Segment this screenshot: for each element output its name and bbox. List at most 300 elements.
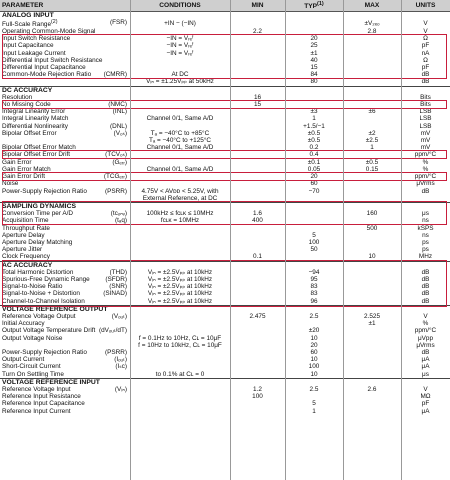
typ-cell: 1 <box>312 407 316 415</box>
table-row <box>0 225 450 232</box>
typ-cell: 84 <box>310 71 318 79</box>
parameter-cell <box>0 349 130 356</box>
parameter-name: Spurious-Free Dynamic Range <box>2 275 90 283</box>
max-cell: 2.6 <box>367 385 377 393</box>
units-cell: % <box>422 165 429 173</box>
min-cell <box>230 335 285 342</box>
units-cell: V <box>423 385 428 393</box>
parameter-cell <box>0 71 130 78</box>
max-cell <box>343 335 401 342</box>
table-row <box>0 19 450 28</box>
section-header <box>0 11 450 19</box>
table-row <box>0 28 450 35</box>
parameter-cell <box>0 342 130 349</box>
parameter-name: Signal-to-Noise + Distortion <box>2 290 80 298</box>
max-cell: ±0.5 <box>365 158 379 166</box>
conditions-cell: Channel 0/1, Same A/D <box>146 165 214 173</box>
conditions-cell: Channel 0/1, Same A/D <box>146 144 214 152</box>
conditions-cell <box>130 408 230 415</box>
parameter-symbol: (dVₒᵤₜ/dT) <box>98 327 127 335</box>
min-cell <box>230 57 285 64</box>
table-row <box>0 269 450 276</box>
max-cell <box>343 101 401 108</box>
parameter-cell <box>0 232 130 239</box>
typ-cell: 5 <box>312 400 316 408</box>
section-header <box>0 86 450 94</box>
max-cell: 2.525 <box>364 312 380 320</box>
parameter-cell <box>0 50 130 57</box>
max-cell <box>343 71 401 78</box>
parameter-cell <box>0 195 130 203</box>
section-title: VOLTAGE REFERENCE INPUT <box>0 378 450 386</box>
units-cell: dB <box>421 290 430 298</box>
table-row <box>0 151 450 158</box>
max-cell <box>343 232 401 239</box>
units-cell: dB <box>421 71 430 79</box>
conditions-cell <box>130 239 230 246</box>
conditions-cell <box>130 253 230 261</box>
typ-cell: 96 <box>310 297 318 305</box>
units-cell: Bits <box>420 101 431 109</box>
min-cell <box>230 19 285 28</box>
parameter-name: Power-Supply Rejection Ratio <box>2 348 87 356</box>
max-cell <box>343 371 401 379</box>
units-cell: LSB <box>419 108 432 116</box>
conditions-cell: Vᵢₙ = ±1.25Vₚₚ at 50kHz <box>146 78 214 86</box>
parameter-name: Throughput Rate <box>2 224 50 232</box>
table-row <box>0 71 450 78</box>
max-cell <box>343 298 401 306</box>
parameter-name: Aperture Jitter <box>2 246 43 254</box>
max-cell <box>343 35 401 42</box>
min-cell: 16 <box>253 93 262 101</box>
max-cell <box>343 188 401 195</box>
max-cell: ±2.5 <box>365 137 379 145</box>
table-row <box>0 166 450 173</box>
min-cell <box>230 151 285 158</box>
max-cell <box>343 363 401 370</box>
typ-cell <box>285 393 343 400</box>
parameter-name: Input Leakage Current <box>2 49 66 57</box>
parameter-cell <box>0 101 130 108</box>
parameter-name: Operating Common-Mode Signal <box>2 28 96 36</box>
table-row <box>0 356 450 363</box>
parameter-cell <box>0 173 130 180</box>
typ-cell: ±0.5 <box>307 129 321 137</box>
conditions-cell <box>130 400 230 407</box>
conditions-cell: f = 10Hz to 10kHz, Cʟ = 10μF <box>138 341 222 349</box>
units-cell: dB <box>421 297 430 305</box>
units-cell: V <box>423 28 428 36</box>
conditions-cell: Vᵢₙ = ±2.5Vₚₚ at 10kHz <box>147 268 213 276</box>
conditions-cell <box>130 151 230 158</box>
conditions-cell <box>130 159 230 166</box>
max-cell: 0.15 <box>365 165 379 173</box>
table-row <box>0 239 450 246</box>
parameter-cell <box>0 188 130 195</box>
parameter-name: Common-Mode Rejection Ratio <box>2 71 92 79</box>
min-cell <box>230 159 285 166</box>
conditions-cell <box>130 57 230 64</box>
parameter-name: Integral Linearity Error <box>2 108 66 116</box>
table-row <box>0 108 450 115</box>
max-cell: 2.8 <box>367 28 377 36</box>
parameter-cell <box>0 269 130 276</box>
table-row <box>0 130 450 137</box>
units-cell: V <box>423 19 428 27</box>
table-body <box>0 11 450 415</box>
units-cell: nA <box>421 49 430 57</box>
conditions-cell: Tₐ = −40°C to +125°C <box>148 137 212 145</box>
table-row <box>0 50 450 57</box>
max-cell <box>343 342 401 349</box>
min-cell <box>230 50 285 57</box>
parameter-cell <box>0 57 130 64</box>
min-cell <box>230 123 285 130</box>
units-cell: Ω <box>423 35 428 43</box>
min-cell <box>230 35 285 42</box>
max-cell <box>343 349 401 356</box>
parameter-cell <box>0 137 130 144</box>
parameter-cell <box>0 313 130 320</box>
parameter-name: Aperture Delay Matching <box>2 238 73 246</box>
parameter-name: Reference Input Capacitance <box>2 400 85 408</box>
units-cell: mV <box>420 137 431 145</box>
parameter-cell <box>0 363 130 370</box>
units-cell: μVrms <box>416 341 435 349</box>
parameter-cell <box>0 217 130 224</box>
parameter-cell <box>0 408 130 415</box>
min-cell <box>230 42 285 49</box>
parameter-name: Noise <box>2 180 19 188</box>
parameter-name: Total Harmonic Distortion <box>2 268 74 276</box>
max-cell <box>343 356 401 363</box>
typ-cell: 20 <box>310 341 318 349</box>
parameter-name: Output Current <box>2 356 45 364</box>
parameter-symbol: (FSR) <box>109 18 127 26</box>
parameter-name: Clock Frequency <box>2 253 50 261</box>
min-cell <box>230 225 285 232</box>
conditions-cell: to 0.1% at Cʟ = 0 <box>155 370 205 378</box>
parameter-symbol: (Vₒᵤₜ) <box>111 312 127 320</box>
min-cell: 400 <box>252 217 263 225</box>
conditions-cell <box>130 393 230 400</box>
parameter-cell <box>0 276 130 283</box>
units-cell: ppm/°C <box>414 173 437 181</box>
table-row <box>0 144 450 151</box>
max-cell: ±V₂ₑₒ <box>364 19 380 27</box>
conditions-cell: fᴄʟᴋ = 10MHz <box>160 217 200 225</box>
units-cell: dB <box>421 348 430 356</box>
parameter-name: Bipolar Offset Error Match <box>2 144 76 152</box>
typ-cell: ±0.1 <box>307 158 321 166</box>
units-cell: dB <box>421 268 430 276</box>
units-cell: ppm/°C <box>414 327 437 335</box>
min-cell <box>230 356 285 363</box>
typ-cell: 83 <box>310 290 318 298</box>
units-cell: μA <box>421 407 430 415</box>
section-title: AC ACCURACY <box>0 261 450 269</box>
typ-cell: 40 <box>310 56 318 64</box>
units-cell: μA <box>421 356 430 364</box>
conditions-cell: Channel 0/1, Same A/D <box>146 115 214 123</box>
parameter-cell <box>0 35 130 42</box>
section-header <box>0 305 450 313</box>
conditions-cell: −IN = Vᵣₑᶠ <box>166 42 194 50</box>
section-title: DC ACCURACY <box>0 86 450 94</box>
typ-cell <box>285 101 343 108</box>
typ-cell: 50 <box>310 246 318 254</box>
typ-cell: +1.5/−1 <box>303 122 325 130</box>
parameter-symbol: (THD) <box>109 268 127 276</box>
units-cell: ns <box>422 231 429 239</box>
typ-cell: 2.5 <box>309 312 319 320</box>
max-cell <box>343 239 401 246</box>
max-cell <box>343 400 401 407</box>
parameter-cell <box>0 115 130 122</box>
parameter-cell <box>0 298 130 306</box>
units-cell: ps <box>422 238 429 246</box>
parameter-cell <box>0 253 130 261</box>
parameter-name: Reference Input Current <box>2 407 71 415</box>
conditions-cell <box>130 313 230 320</box>
typ-cell: 60 <box>310 348 318 356</box>
conditions-cell <box>130 349 230 356</box>
conditions-cell <box>130 108 230 115</box>
units-cell: dB <box>421 275 430 283</box>
table-row <box>0 217 450 224</box>
max-cell <box>343 195 401 203</box>
parameter-cell <box>0 64 130 71</box>
max-cell <box>343 78 401 86</box>
units-cell: mV <box>420 144 431 152</box>
units-cell: μVrms <box>416 180 435 188</box>
section-header <box>0 202 450 210</box>
table-row <box>0 400 450 407</box>
conditions-cell <box>130 327 230 334</box>
min-cell <box>230 232 285 239</box>
parameter-name: Channel-to-Channel Isolation <box>2 297 85 305</box>
parameter-name: Reference Voltage Input <box>2 385 71 393</box>
column-divider <box>401 0 402 480</box>
min-cell <box>230 188 285 195</box>
typ-cell: 1 <box>312 115 316 123</box>
parameter-cell <box>0 246 130 253</box>
section-title: ANALOG INPUT <box>0 11 450 19</box>
typ-cell: ±1 <box>310 49 318 57</box>
parameter-name: Conversion Time per A/D <box>2 210 74 218</box>
parameter-symbol: (SFDR) <box>105 275 127 283</box>
parameter-name: Gain Error <box>2 158 32 166</box>
max-cell <box>343 94 401 101</box>
parameter-cell <box>0 180 130 187</box>
parameter-name: Differential Input Capacitance <box>2 64 86 72</box>
min-cell <box>230 239 285 246</box>
typ-cell: ±20 <box>308 327 320 335</box>
typ-cell: 10 <box>310 356 318 364</box>
typ-cell <box>285 217 343 224</box>
table-row <box>0 320 450 327</box>
conditions-cell: External Reference, at DC <box>142 194 218 202</box>
min-cell <box>230 327 285 334</box>
section-header <box>0 261 450 269</box>
min-cell: 0.1 <box>253 253 262 261</box>
typ-cell: 60 <box>310 180 318 188</box>
parameter-cell <box>0 393 130 400</box>
typ-cell <box>285 19 343 28</box>
conditions-cell: f = 0.1Hz to 10Hz, Cʟ = 10μF <box>138 334 222 342</box>
max-cell <box>343 50 401 57</box>
typ-cell <box>285 225 343 232</box>
conditions-cell: Vᵢₙ = ±2.5Vₚₚ at 10kHz <box>147 283 213 291</box>
parameter-name: Short-Circuit Current <box>2 363 61 371</box>
column-divider <box>130 0 131 480</box>
header-typ-label: TYP <box>304 2 318 10</box>
parameter-cell <box>0 283 130 290</box>
conditions-cell <box>130 123 230 130</box>
conditions-cell <box>130 232 230 239</box>
table-row <box>0 386 450 393</box>
parameter-name: Gain Error Drift <box>2 173 45 181</box>
parameter-cell <box>0 320 130 327</box>
table-row <box>0 78 450 86</box>
typ-cell: 20 <box>310 35 318 43</box>
table-row <box>0 101 450 108</box>
table-row <box>0 349 450 356</box>
table-row <box>0 276 450 283</box>
max-cell: 1 <box>370 144 374 152</box>
table-row <box>0 313 450 320</box>
units-cell: MHz <box>418 253 433 261</box>
units-cell: ppm/°C <box>414 151 437 159</box>
parameter-name: Full-Scale Range <box>2 20 52 28</box>
section-title: SAMPLING DYNAMICS <box>0 202 450 210</box>
parameter-name: Gain Error Match <box>2 165 51 173</box>
table-row <box>0 335 450 342</box>
typ-cell: −70 <box>308 187 320 195</box>
max-cell: ±6 <box>368 108 376 116</box>
conditions-cell <box>130 64 230 71</box>
min-cell <box>230 137 285 144</box>
parameter-symbol: (Gₑᵣᵣ) <box>112 158 127 166</box>
parameter-cell <box>0 371 130 379</box>
max-cell <box>343 42 401 49</box>
max-cell <box>343 64 401 71</box>
parameter-name: Input Capacitance <box>2 42 54 50</box>
parameter-cell <box>0 130 130 137</box>
conditions-cell: Tₐ = −40°C to +85°C <box>150 129 210 137</box>
parameter-cell <box>0 159 130 166</box>
units-cell: μs <box>422 370 429 378</box>
min-cell: 1.6 <box>253 210 262 218</box>
min-cell <box>230 342 285 349</box>
typ-cell <box>285 28 343 35</box>
table-row <box>0 371 450 379</box>
units-cell: μVpp <box>417 334 434 342</box>
table-row <box>0 173 450 180</box>
units-cell: LSB <box>419 122 432 130</box>
max-cell: 160 <box>366 210 378 218</box>
max-cell <box>343 173 401 180</box>
table-row <box>0 253 450 261</box>
max-cell <box>343 269 401 276</box>
units-cell <box>401 195 450 203</box>
parameter-name: Aperture Delay <box>2 231 45 239</box>
conditions-cell <box>130 180 230 187</box>
conditions-cell <box>130 225 230 232</box>
parameter-symbol: (SNR) <box>109 283 127 291</box>
conditions-cell <box>130 173 230 180</box>
parameter-cell <box>0 94 130 101</box>
table-row <box>0 327 450 334</box>
parameter-name: Differential Nonlinearity <box>2 122 68 130</box>
max-cell <box>343 276 401 283</box>
min-cell <box>230 371 285 379</box>
typ-cell <box>285 210 343 217</box>
min-cell <box>230 283 285 290</box>
min-cell <box>230 64 285 71</box>
parameter-name: Resolution <box>2 93 33 101</box>
parameter-name: Acquisition Time <box>2 217 49 225</box>
table-row <box>0 393 450 400</box>
max-cell <box>343 217 401 224</box>
min-cell <box>230 363 285 370</box>
typ-cell: 0.2 <box>309 144 319 152</box>
units-cell: kSPS <box>417 224 434 232</box>
table-row <box>0 298 450 306</box>
table-row <box>0 246 450 253</box>
conditions-cell: Vᵢₙ = ±2.5Vₚₚ at 10kHz <box>147 290 213 298</box>
max-cell: 10 <box>368 253 376 261</box>
max-cell <box>343 57 401 64</box>
typ-cell: 100 <box>308 238 320 246</box>
min-cell: 15 <box>253 101 262 109</box>
typ-cell: 0.05 <box>307 165 321 173</box>
conditions-cell <box>130 386 230 393</box>
parameter-cell <box>0 144 130 151</box>
max-cell: ±1 <box>368 320 376 328</box>
parameter-note: (2) <box>51 18 58 25</box>
conditions-cell: +IN − (−IN) <box>164 19 196 27</box>
parameter-name: Turn On Settling Time <box>2 370 64 378</box>
parameter-name: Differential Input Switch Resistance <box>2 56 103 64</box>
max-cell <box>343 246 401 253</box>
units-cell: Ω <box>423 56 428 64</box>
parameter-name: Initial Accuracy <box>2 320 45 328</box>
min-cell <box>230 173 285 180</box>
parameter-name: Integral Linearity Match <box>2 115 69 123</box>
parameter-name: Bipolar Offset Error Drift <box>2 151 71 159</box>
typ-cell: 83 <box>310 283 318 291</box>
min-cell: 2.475 <box>249 312 266 320</box>
units-cell: MΩ <box>420 393 431 401</box>
parameter-name: Bipolar Offset Error <box>2 129 57 137</box>
header-parameter: PARAMETER <box>0 0 130 11</box>
parameter-symbol: (PSRR) <box>104 348 127 356</box>
min-cell <box>230 144 285 151</box>
units-cell: % <box>422 158 429 166</box>
table-row <box>0 210 450 217</box>
table-row <box>0 94 450 101</box>
units-cell: % <box>422 320 429 328</box>
conditions-cell <box>130 101 230 108</box>
conditions-cell <box>130 356 230 363</box>
typ-cell: 10 <box>310 370 318 378</box>
parameter-cell <box>0 123 130 130</box>
table-row <box>0 408 450 415</box>
units-cell: ps <box>422 246 429 254</box>
table-row <box>0 115 450 122</box>
